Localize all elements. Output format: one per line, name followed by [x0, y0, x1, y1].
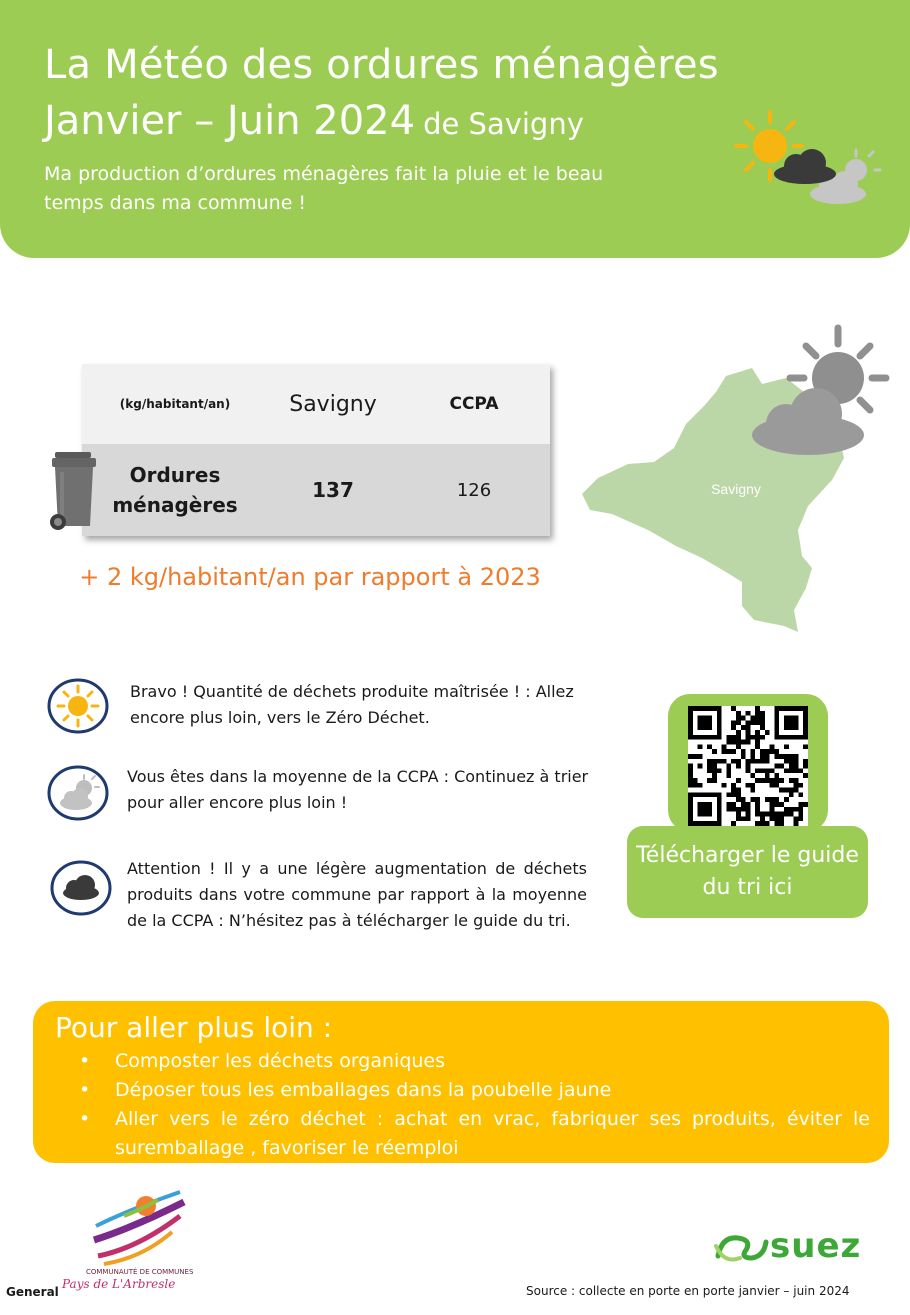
sun-cloud-icon — [732, 108, 884, 210]
source-note: Source : collecte en porte en porte janvier – juin 2024 — [526, 1284, 850, 1298]
cc-logo-icon — [88, 1188, 188, 1268]
map-label: Savigny — [711, 481, 761, 497]
unit-header: (kg/habitant/an) — [119, 397, 231, 411]
tip-text: Composter les déchets organiques — [115, 1050, 446, 1072]
yearly-comparison: + 2 kg/habitant/an par rapport à 2023 — [79, 563, 541, 591]
legend-text-good: Bravo ! Quantité de déchets produite maîtrisée ! : Allez encore plus loin, vers le Zéro Déchet. — [130, 682, 574, 727]
commune-header: Savigny — [289, 391, 377, 417]
ccpa-header: CCPA — [449, 394, 499, 414]
tip-item — [79, 1047, 446, 1076]
bullet: • — [79, 1108, 91, 1130]
tip-item — [79, 1105, 870, 1163]
cc-logo-line2: Pays de L'Arbresle — [62, 1277, 176, 1291]
tip-item — [79, 1076, 612, 1105]
tips-title: Pour aller plus loin : — [55, 1011, 333, 1044]
commune-value: 137 — [312, 478, 354, 502]
dark-cloud-icon — [50, 860, 112, 916]
legend-text-average: Vous êtes dans la moyenne de la CCPA : Continuez à trier pour aller encore plus loin ! — [127, 767, 589, 812]
row-label: Ordures ménagères — [112, 463, 238, 517]
bullet: • — [79, 1050, 91, 1072]
qr-code-icon[interactable] — [688, 706, 808, 826]
suez-logo-icon — [712, 1226, 772, 1270]
header-subtitle: Ma production d’ordures ménagères fait la pluie et le beau temps dans ma commune ! — [44, 163, 604, 214]
tips-panel — [33, 1001, 889, 1163]
period-text: Janvier – Juin 2024 — [44, 98, 416, 144]
ccpa-value: 126 — [456, 479, 492, 501]
sun-icon — [47, 678, 109, 734]
trash-bin-icon — [48, 450, 100, 532]
page-period-title — [44, 98, 584, 144]
commune-name: de Savigny — [423, 107, 584, 141]
commune-map — [576, 320, 906, 640]
bullet: • — [79, 1079, 91, 1101]
cc-logo-line1: COMMUNAUTÉ DE COMMUNES — [86, 1268, 194, 1276]
sun-cloud-icon — [47, 765, 109, 821]
tip-text: Déposer tous les emballages dans la poubelle jaune — [115, 1079, 612, 1101]
page-title: La Météo des ordures ménagères — [44, 42, 719, 88]
waste-table — [82, 364, 550, 536]
legend-text-warning: Attention ! Il y a une légère augmentation de déchets produits dans votre commune par rapport à la moyenne de la CCPA : N’hésitez pas à télécharger le guide du tri. — [127, 859, 587, 930]
classification-label: General — [6, 1285, 59, 1299]
download-guide-button[interactable]: Télécharger le guide du tri ici — [627, 826, 868, 918]
tip-text: Aller vers le zéro déchet : achat en vrac, fabriquer ses produits, éviter le suremballage , favoriser le réemploi — [115, 1108, 870, 1159]
suez-logo-text: suez — [770, 1226, 862, 1266]
